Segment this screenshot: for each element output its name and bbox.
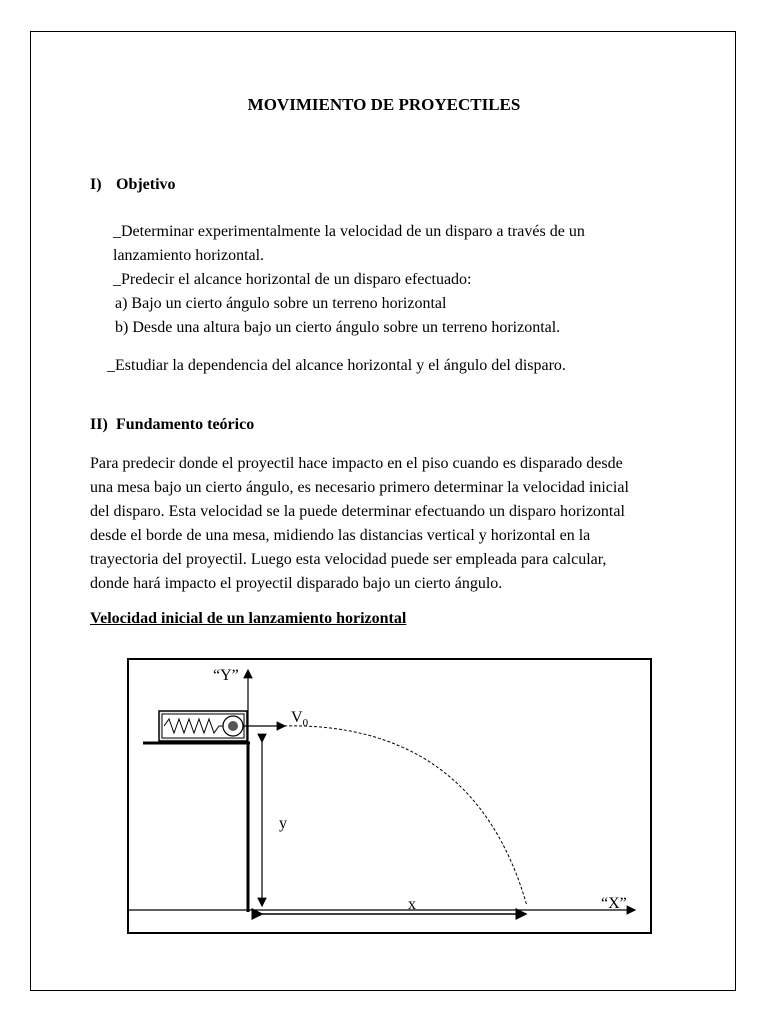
objective-item-2: _Predecir el alcance horizontal de un disparo efectuado: [113,271,472,288]
velocity-subscript: 0 [302,717,309,730]
objective-item-2a: a) Bajo un cierto ángulo sobre un terreno horizontal [115,295,447,312]
section-fundamento-heading [90,416,254,434]
range-label: x [408,896,416,913]
height-label: y [279,815,287,832]
theory-paragraph-line-2: una mesa bajo un cierto ángulo, es necesario primero determinar la velocidad inicial [90,479,629,496]
projectile-diagram [127,658,652,934]
section-title: Objetivo [116,176,176,193]
velocity-label [291,710,308,729]
theory-paragraph-line-1: Para predecir donde el proyectil hace impacto en el piso cuando es disparado desde [90,455,623,472]
document-title: MOVIMIENTO DE PROYECTILES [247,95,521,114]
section-number: I) [90,176,102,193]
velocity-symbol: V [291,709,303,726]
theory-paragraph-line-4: desde el borde de una mesa, midiendo las distancias vertical y horizontal en la [90,527,591,544]
theory-paragraph-line-5: trayectoria del proyectil. Luego esta velocidad puede ser empleada para calcular, [90,551,607,568]
section-number: II) [90,416,108,433]
horizontal-launch-subheading: Velocidad inicial de un lanzamiento horizontal [90,610,407,627]
objective-item-2b: b) Desde una altura bajo un cierto ángulo sobre un terreno horizontal. [115,319,561,336]
theory-paragraph-line-3: del disparo. Esta velocidad se la puede determinar efectuando un disparo horizontal [90,503,625,520]
objective-item-1-line-2: lanzamiento horizontal. [113,247,265,264]
y-axis-label: “Y” [213,667,239,684]
section-objetivo-heading [90,176,176,194]
section-title: Fundamento teórico [116,416,255,433]
trajectory-curve [279,726,527,906]
theory-paragraph-line-6: donde hará impacto el proyectil disparado bajo un cierto ángulo. [90,575,503,592]
x-axis-label: “X” [601,895,627,912]
projectile-diagram-drawing [129,660,650,932]
ball-core-icon [228,721,238,731]
objective-item-1-line-1: _Determinar experimentalmente la velocidad de un disparo a través de un [113,223,585,240]
objective-item-3: _Estudiar la dependencia del alcance horizontal y el ángulo del disparo. [107,357,566,374]
